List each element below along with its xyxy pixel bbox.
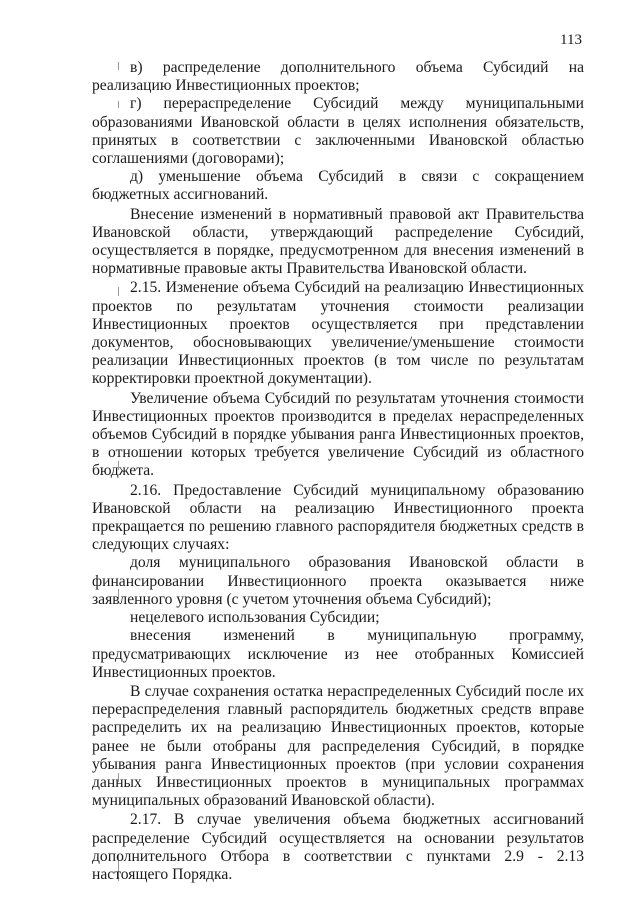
paragraph-2-17: 2.17. В случае увеличения объема бюджетных ассигнований распределение Субсидий осуществляется на основании результатов дополнительного Отбора в соответствии с пунктами 2.9 - 2.13 настоящего Порядка. [92, 811, 584, 883]
paragraph-item-d: д) уменьшение объема Субсидий в связи с сокращением бюджетных ассигнований. [92, 168, 584, 204]
document-body [92, 59, 584, 884]
paragraph-remainder: В случае сохранения остатка нераспределенных Субсидий после их перераспределения главный распорядитель бюджетных средств вправе распределить их на реализацию Инвестиционных проектов, которые ранее не были отобраны для распределения Субсидий, в порядке убывания ранга Инвестиционных проектов (при условии сохранения данных Инвестиционных проектов в муниципальных программах муниципальных образований Ивановской области). [92, 682, 584, 810]
paragraph-2-15: 2.15. Изменение объема Субсидий на реализацию Инвестиционных проектов по результатам уточнения стоимости реализации Инвестиционных проектов осуществляется при представлении документов, обосновывающих увеличение/уменьшение стоимости реализации Инвестиционных проектов (в том числе по результатам корректировки проектной документации). [92, 279, 584, 388]
page-number: 113 [560, 32, 582, 48]
paragraph-case-misuse: нецелевого использования Субсидии; [130, 609, 380, 627]
paragraph-case-share: доля муниципального образования Ивановской области в финансировании Инвестиционного проекта оказывается ниже заявленного уровня (с учетом уточнения объема Субсидий); [92, 554, 584, 608]
paragraph-amendments: Внесение изменений в нормативный правовой акт Правительства Ивановской области, утверждающий распределение Субсидий, осуществляется в порядке, предусмотренном для внесения изменений в нормативные правовые акты Правительства Ивановской области. [92, 205, 584, 278]
paragraph-2-16: 2.16. Предоставление Субсидий муниципальному образованию Ивановской области на реализацию Инвестиционного проекта прекращается по решению главного распорядителя бюджетных средств в следующих случаях: [92, 481, 584, 554]
paragraph-increase: Увеличение объема Субсидий по результатам уточнения стоимости Инвестиционных проектов производится в пределах нераспределенных объемов Субсидий в порядке убывания ранга Инвестиционных проектов, в отношении которых требуется увеличение Субсидий из областного бюджета. [92, 389, 584, 480]
paragraph-item-g: г) перераспределение Субсидий между муниципальными образованиями Ивановской области в целях исполнения обязательств, принятых в соответствии с заключенными Ивановской областью соглашениями (договорами); [92, 95, 584, 168]
paragraph-item-v: в) распределение дополнительного объема Субсидий на реализацию Инвестиционных проектов; [92, 59, 584, 95]
paragraph-case-program: внесения изменений в муниципальную программу, предусматривающих исключение из нее отобранных Комиссией Инвестиционных проектов. [92, 627, 584, 681]
